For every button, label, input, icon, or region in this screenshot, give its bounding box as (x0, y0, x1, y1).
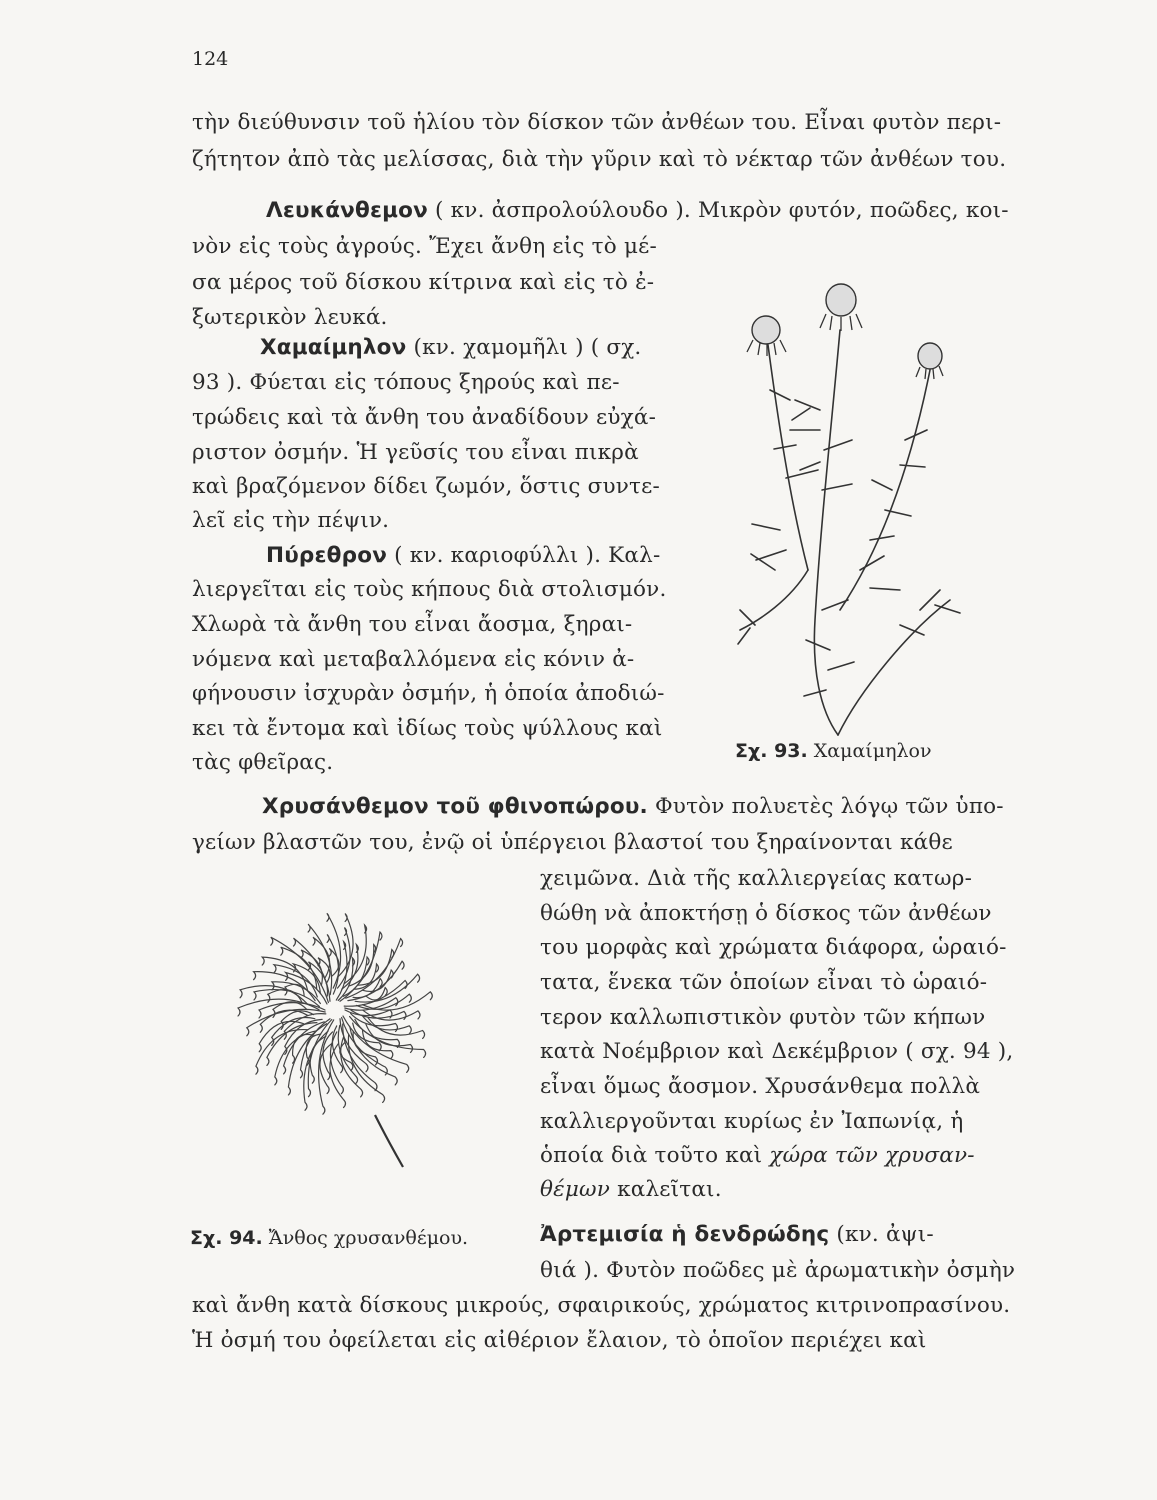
pyrethron-line-4: νόμενα καὶ μεταβαλλόμενα εἰς κόνιν ἀ- (192, 647, 635, 672)
artemisia-line-2: θιά ). Φυτὸν ποῶδες μὲ ἀρωματικὴν ὀσμὴν (540, 1258, 1016, 1283)
leukanthemon-line-1: Λευκάνθεμον ( κν. ἀσπρολούλουδο ). Μικρὸν φυτόν, ποῶδες, κοι- (266, 198, 1009, 223)
chrysanthemon-heading: Χρυσάνθεμον τοῦ φθινοπώρου. (262, 794, 648, 819)
page-number: 124 (192, 48, 229, 70)
pyrethron-line-1: Πύρεθρον ( κν. καριοφύλλι ). Καλ- (266, 543, 661, 568)
chrysanthemon-line-4: θώθη νὰ ἀποκτήσῃ ὁ δίσκος τῶν ἀνθέων (540, 901, 992, 926)
chamaimilon-heading: Χαμαίμηλον (260, 335, 407, 360)
petal-stroke (327, 934, 338, 994)
pyrethron-line-2: λιεργεῖται εἰς τοὺς κήπους διὰ στολισμόν. (192, 577, 667, 602)
artemisia-line-1: Ἀρτεμισία ἡ δενδρώδης (κν. ἀψι- (540, 1222, 934, 1247)
figure-94-chrysanthemum (235, 905, 435, 1175)
petal-stroke (338, 928, 351, 989)
chamaimilon-line-1: Χαμαίμηλον (κν. χαμομῆλι ) ( σχ. (260, 335, 642, 360)
chrysanthemon-line-3: χειμῶνα. Διὰ τῆς καλλιεργείας κατωρ- (540, 866, 973, 891)
petal-stroke (260, 1010, 307, 1032)
chrysanthemon-line-10: καλλιεργοῦνται κυρίως ἐν Ἰαπωνίᾳ, ἡ (540, 1109, 964, 1134)
leukanthemon-heading: Λευκάνθεμον (266, 198, 428, 223)
chamaimilon-line-2: 93 ). Φύεται εἰς τόπους ξηρούς καὶ πε- (192, 370, 620, 395)
artemisia-heading: Ἀρτεμισία ἡ δενδρώδης (540, 1222, 830, 1247)
chamaimilon-line-4: ριστον ὀσμήν. Ἡ γεῦσίς του εἶναι πικρὰ (192, 440, 639, 465)
chrysanthemon-line-11: ὁποία διὰ τοῦτο καὶ χώρα τῶν χρυσαν- (540, 1143, 975, 1168)
chamaimilon-line-3: τρώδεις καὶ τὰ ἄνθη του ἀναδίδουν εὐχά- (192, 405, 657, 430)
intro-line-1: τὴν διεύθυνσιν τοῦ ἡλίου τὸν δίσκον τῶν ἀνθέων του. Εἶναι φυτὸν περι- (192, 110, 1002, 135)
chrysanthemon-line-9: εἶναι ὅμως ἄοσμον. Χρυσάνθεμα πολλὰ (540, 1074, 981, 1099)
leukanthemon-line-4: ξωτερικὸν λευκά. (192, 305, 388, 330)
petal-stroke (341, 1037, 363, 1097)
petal-stroke (286, 973, 327, 1005)
chrysanthemon-line-7: τερον καλλωπιστικὸν φυτὸν τῶν κήπων (540, 1005, 986, 1030)
chrysanthemon-line-12: θέμων καλεῖται. (540, 1177, 722, 1202)
chrysanthemon-line-2: γείων βλαστῶν του, ἐνῷ οἱ ὑπέργειοι βλαστοί του ξηραίνονται κάθε (192, 830, 953, 855)
figure-93-text: Χαμαίμηλον (807, 740, 932, 762)
chamaimilon-line-5: καὶ βραζόμενον δίδει ζωμόν, ὅστις συντε- (192, 474, 660, 499)
figure-93-label: Σχ. 93. (735, 740, 808, 762)
artemisia-line-4: Ἡ ὀσμή του ὀφείλεται εἰς αἰθέριον ἔλαιον, τὸ ὁποῖον περιέχει καὶ (192, 1328, 927, 1353)
intro-line-2: ζήτητον ἀπὸ τὰς μελίσσας, διὰ τὴν γῦριν καὶ τὸ νέκταρ τῶν ἀνθέων του. (192, 147, 1007, 172)
figure-94-label: Σχ. 94. (190, 1227, 263, 1249)
figure-93-chamomile (720, 270, 980, 740)
petal-stroke (330, 1044, 346, 1108)
leukanthemon-line-2: νὸν εἰς τοὺς ἀγρούς. Ἔχει ἄνθη εἰς τὸ μέ- (192, 234, 657, 259)
petal-stroke (368, 1018, 425, 1039)
chrysanthemon-line-5: του μορφὰς καὶ χρώματα διάφορα, ὡραιό- (540, 935, 1007, 960)
pyrethron-line-7: τὰς φθεῖρας. (192, 750, 334, 775)
figure-93-caption (735, 740, 932, 762)
pyrethron-line-5: φήνουσιν ἰσχυρὰν ὀσμήν, ἡ ὁποία ἀποδιώ- (192, 681, 665, 706)
chrysanthemon-line-1: Χρυσάνθεμον τοῦ φθινοπώρου. Φυτὸν πολυετὲς λόγῳ τῶν ὑπο- (262, 794, 1004, 819)
pyrethron-line-3: Χλωρὰ τὰ ἄνθη του εἶναι ἄοσμα, ξηραι- (192, 612, 633, 637)
leukanthemon-line-3: σα μέρος τοῦ δίσκου κίτρινα καὶ εἰς τὸ ἐ- (192, 270, 655, 295)
figure-94-text: Ἄνθος χρυσανθέμου. (262, 1227, 469, 1249)
petal-stroke (268, 990, 302, 1003)
chrysanthemon-line-6: τατα, ἕνεκα τῶν ὁποίων εἶναι τὸ ὡραιό- (540, 970, 988, 995)
chrysanthemon-line-8: κατὰ Νοέμβριον καὶ Δεκέμβριον ( σχ. 94 ), (540, 1039, 1014, 1064)
figure-94-caption (190, 1227, 468, 1249)
pyrethron-line-6: κει τὰ ἔντομα καὶ ἰδίως τοὺς ψύλλους καὶ (192, 716, 663, 741)
chamaimilon-line-6: λεῖ εἰς τὴν πέψιν. (192, 508, 390, 533)
pyrethron-heading: Πύρεθρον (266, 543, 388, 568)
artemisia-line-3: καὶ ἄνθη κατὰ δίσκους μικρούς, σφαιρικούς, χρώματος κιτρινοπρασίνου. (192, 1293, 1011, 1318)
